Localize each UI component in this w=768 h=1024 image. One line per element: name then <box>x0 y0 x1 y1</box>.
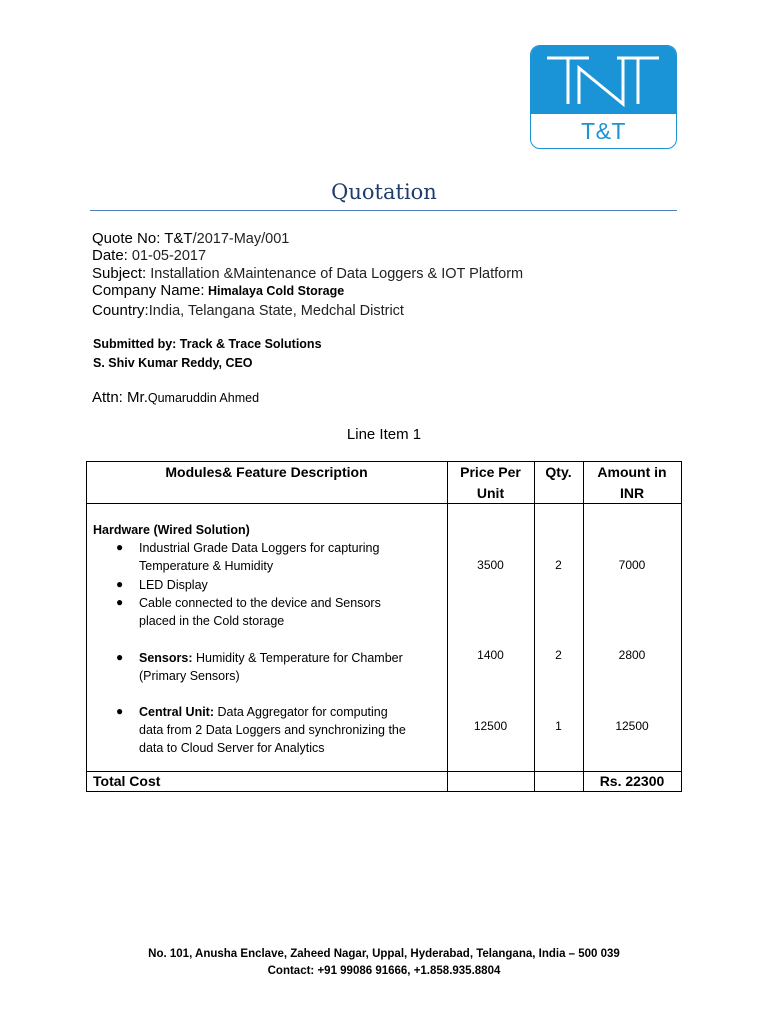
hardware-item-1-line1: Industrial Grade Data Loggers for capturing <box>139 541 380 555</box>
country-label: Country: <box>92 302 149 319</box>
central-unit-line1 <box>139 703 388 721</box>
row-2-price: 1400 <box>477 648 504 662</box>
column-divider-3 <box>583 461 584 792</box>
bullet-icon: ● <box>116 577 124 591</box>
header-price-line2: Unit <box>476 485 505 501</box>
row-2-qty: 2 <box>555 648 562 662</box>
hardware-item-3-line1: Cable connected to the device and Sensors <box>139 596 381 610</box>
central-unit-line3: data to Cloud Server for Analytics <box>139 741 325 755</box>
subject-value: Installation &Maintenance of Data Loggers & IOT Platform <box>146 266 524 282</box>
hardware-item-2: LED Display <box>139 578 208 592</box>
hardware-item-3-line2: placed in the Cold storage <box>139 614 285 628</box>
sensors-line2: (Primary Sensors) <box>139 669 240 683</box>
hardware-heading: Hardware (Wired Solution) <box>93 523 250 537</box>
quote-number <box>92 230 289 248</box>
company-logo <box>530 45 677 149</box>
row-3-price: 12500 <box>473 719 508 733</box>
header-qty: Qty. <box>545 464 572 480</box>
bullet-icon: ● <box>116 704 124 718</box>
quote-value: /2017-May/001 <box>192 231 290 247</box>
attn-label: Attn: <box>92 389 123 406</box>
footer-address: No. 101, Anusha Enclave, Zaheed Nagar, Uppal, Hyderabad, Telangana, India – 500 039 <box>148 948 620 960</box>
header-amount-line2: INR <box>619 485 645 501</box>
company-label: Company Name: <box>92 282 205 299</box>
sensors-desc: Humidity & Temperature for Chamber <box>192 651 403 665</box>
attn-prefix: Mr. <box>122 389 148 406</box>
quote-date <box>92 247 206 265</box>
submitted-by: Submitted by: Track & Trace Solutions <box>93 337 322 351</box>
total-value: Rs. 22300 <box>599 773 665 789</box>
row-1-price: 3500 <box>477 558 504 572</box>
header-amount <box>583 462 681 504</box>
row-3-qty: 1 <box>555 719 562 733</box>
attention-line <box>92 389 259 406</box>
bullet-icon: ● <box>116 595 124 609</box>
total-label: Total Cost <box>93 773 161 789</box>
table-border-left <box>86 461 87 792</box>
header-description: Modules& Feature Description <box>165 464 368 480</box>
sensors-line1 <box>139 649 403 667</box>
company-value: Himalaya Cold Storage <box>204 284 345 298</box>
bullet-icon: ● <box>116 650 124 664</box>
country-value: India, Telangana State, Medchal District <box>148 303 404 319</box>
footer-contact: Contact: +91 99086 91666, +1.858.935.8804 <box>267 965 501 977</box>
date-value: 01-05-2017 <box>127 248 207 264</box>
attn-name: Qumaruddin Ahmed <box>147 391 260 405</box>
submitter-name: S. Shiv Kumar Reddy, CEO <box>93 356 253 370</box>
title-divider <box>90 210 677 211</box>
header-price <box>447 462 534 504</box>
central-unit-label: Central Unit: <box>139 705 214 719</box>
central-unit-line2: data from 2 Data Loggers and synchronizing the <box>139 723 406 737</box>
line-item-heading: Line Item 1 <box>346 426 422 443</box>
country <box>92 302 404 320</box>
row-1-amount: 7000 <box>618 558 646 572</box>
quotation-table <box>86 461 682 792</box>
page-title: Quotation <box>331 180 437 204</box>
date-label: Date: <box>92 247 128 264</box>
bullet-icon: ● <box>116 540 124 554</box>
column-divider-2 <box>534 461 535 792</box>
sensors-label: Sensors: <box>139 651 193 665</box>
row-2-amount: 2800 <box>618 648 646 662</box>
logo-mark <box>531 46 676 114</box>
company-name <box>92 282 344 300</box>
logo-text: T&T <box>581 117 626 144</box>
row-1-qty: 2 <box>555 558 562 572</box>
table-border-right <box>681 461 682 792</box>
row-3-amount: 12500 <box>615 719 649 733</box>
quote-subject <box>92 265 523 283</box>
column-divider-1 <box>447 461 448 792</box>
subject-label: Subject: <box>92 265 147 282</box>
hardware-item-1-line2: Temperature & Humidity <box>139 559 274 573</box>
central-unit-desc: Data Aggregator for computing <box>214 705 388 719</box>
header-price-line1: Price Per <box>460 464 521 480</box>
header-amount-line1: Amount in <box>597 464 667 480</box>
quote-label: Quote No: T&T <box>92 230 193 247</box>
